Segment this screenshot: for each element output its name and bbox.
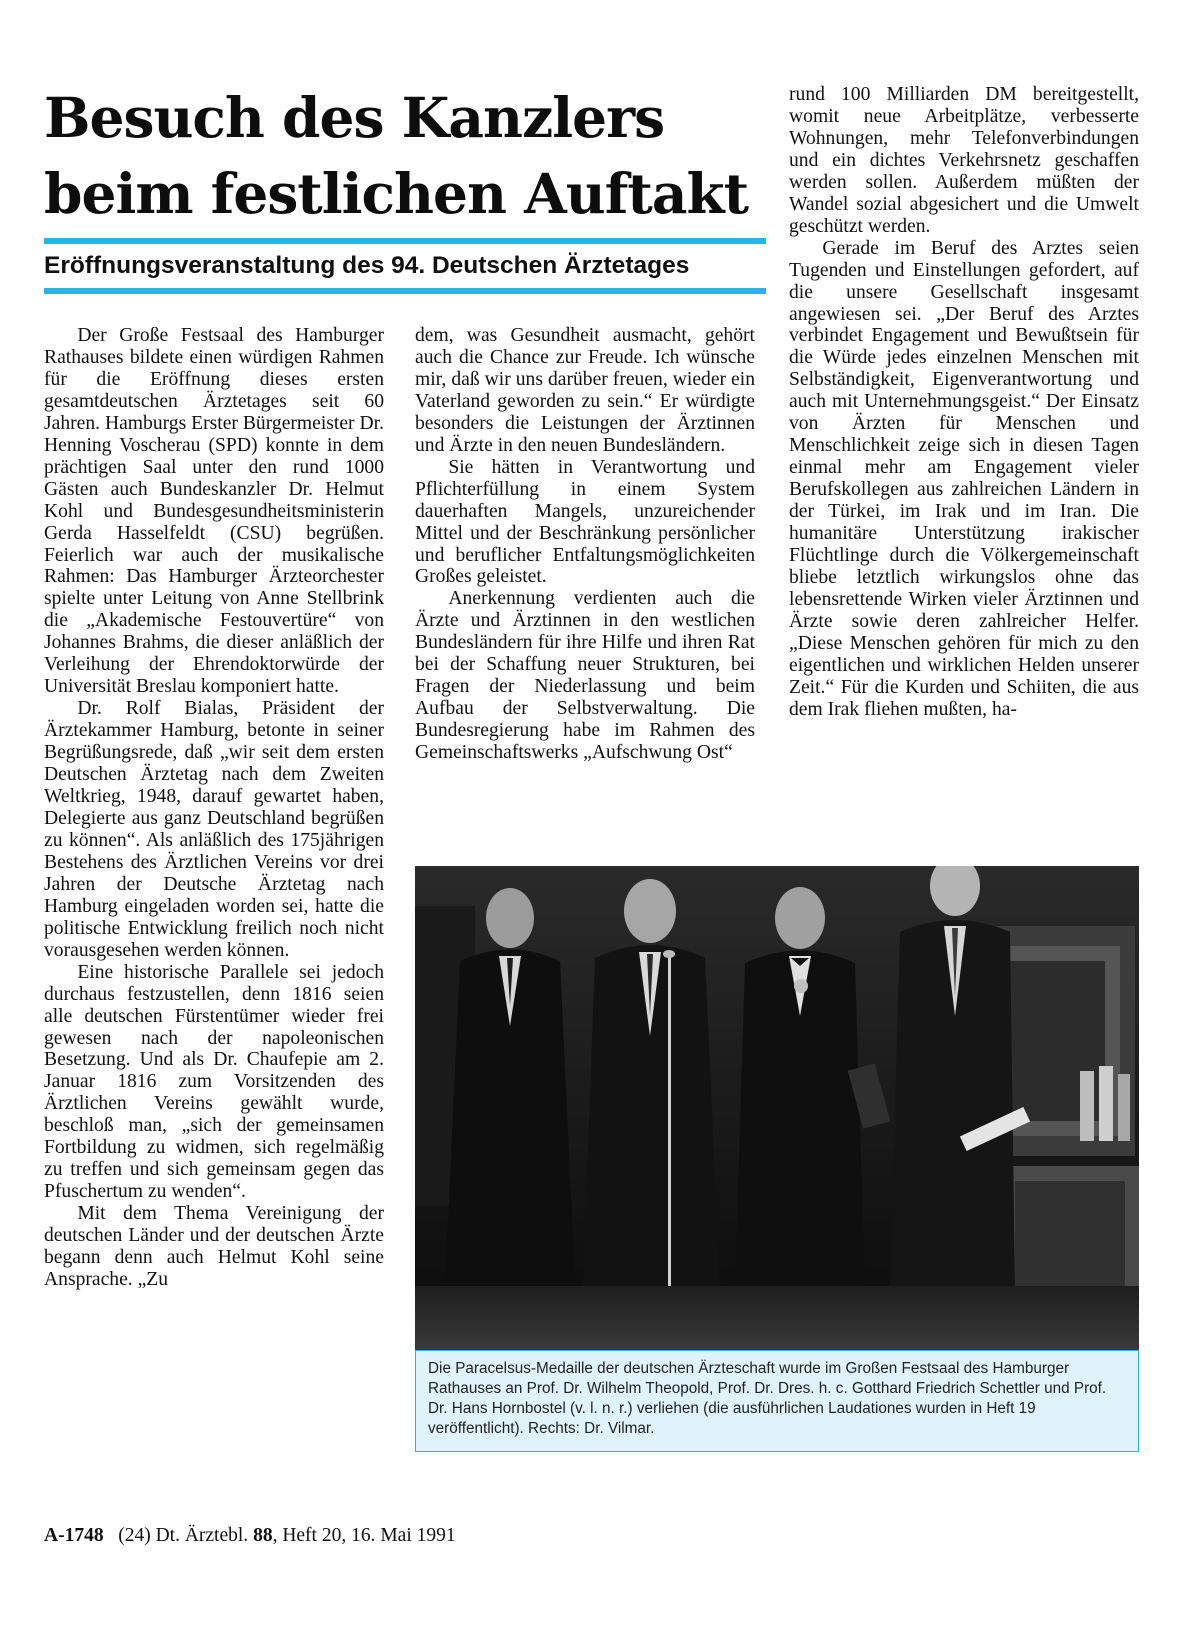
paragraph: Anerkennung verdienten auch die Ärzte und Ärztinnen in den westlichen Bundesländern für ihre Hilfe und ihren Rat bei der Schaffung neuer Strukturen, bei Fragen der Niederlassung und beim Aufbau der Selbstverwaltung. Die Bundesregierung habe im Rahmen des Gemeinschaftswerks „Aufschwung Ost“ bbox=[415, 588, 755, 764]
paragraph: Sie hätten in Verantwortung und Pflichterfüllung in einem System dauerhaften Mangels, unzureichender Mittel und der Beschränkung persönlicher und beruflicher Entfaltungsmöglichkeiten Großes geleistet. bbox=[415, 456, 755, 588]
journal-volume: 88 bbox=[253, 1525, 273, 1546]
text-column-3 bbox=[789, 84, 1139, 721]
headline-line-2: beim festlichen Auftakt bbox=[44, 161, 748, 226]
text-column-2 bbox=[415, 325, 755, 764]
paragraph: Mit dem Thema Vereinigung der deutschen Länder und der deutschen Ärzte begann denn auch Helmut Kohl seine Ansprache. „Zu bbox=[44, 1203, 384, 1290]
issue-date: , Heft 20, 16. Mai 1991 bbox=[272, 1525, 456, 1546]
headline-rule-top bbox=[44, 238, 766, 244]
headline-rule-bottom bbox=[44, 288, 766, 294]
headline-line-1: Besuch des Kanzlers bbox=[44, 85, 665, 150]
page-footer bbox=[44, 1525, 456, 1547]
page-code: A-1748 bbox=[44, 1525, 104, 1546]
paragraph: Gerade im Beruf des Arztes seien Tugenden und Einstellungen gefordert, auf die unsere Gesellschaft insgesamt angewiesen sei. „Der Beruf des Arztes verbindet Engagement und Bewußtsein für die Würde jedes einzelnen Menschen mit Selbständigkeit, Eigenverantwortung und auch mit Unternehmungsgeist.“ Der Einsatz von Ärzten für Menschen und Menschlichkeit zeige sich in diesen Tagen einmal mehr am Engagement vieler Berufskollegen aus zahlreichen Ländern in der Türkei, im Irak und im Iran. Die humanitäre Unterstützung irakischer Flüchtlinge durch die Völkergemeinschaft bliebe letztlich wirkungslos ohne das lebensrettende Wirken vieler Ärztinnen und Ärzte sowie deren zahlreicher Helfer. „Diese Menschen gehören für mich zu den eigentlichen und wirklichen Helden unserer Zeit.“ Für die Kurden und Schiiten, die aus dem Irak fliehen mußten, ha- bbox=[789, 237, 1139, 720]
award-photo bbox=[415, 866, 1139, 1350]
paragraph: Eine historische Parallele sei jedoch durchaus festzustellen, denn 1816 seien alle deutschen Fürstentümer wieder frei gewesen nach der napoleonischen Besetzung. Und als Dr. Chaufepie am 2. Januar 1816 zum Vorsitzenden des Ärztlichen Vereins gewählt wurde, beschloß man, „sich der gemeinsamen Fortbildung zu widmen, sich regelmäßig zu treffen und sich gemeinsam gegen das Pfuschertum zu wenden“. bbox=[44, 961, 384, 1203]
text-column-1 bbox=[44, 325, 384, 1291]
subtitle: Eröffnungsveranstaltung des 94. Deutschen Ärztetages bbox=[44, 252, 690, 279]
paragraph: rund 100 Milliarden DM bereitgestellt, womit neue Arbeitplätze, verbesserte Wohnungen, mehr Telefonverbindungen und ein dichtes Verkehrsnetz geschaffen werden sollen. Außerdem müßten der Wandel sozial abgesichert und die Umwelt geschützt werden. bbox=[789, 84, 1139, 237]
photo-caption: Die Paracelsus-Medaille der deutschen Ärzteschaft wurde im Großen Festsaal des Hamburger Rathauses an Prof. Dr. Wilhelm Theopold, Prof. Dr. Dres. h. c. Gotthard Friedrich Schettler und Prof. Dr. Hans Hornbostel (v. l. n. r.) verliehen (die ausführlichen Laudationes wurden in Heft 19 veröffentlicht). Rechts: Dr. Vilmar. bbox=[415, 1350, 1139, 1452]
award-photo-illustration bbox=[415, 866, 1139, 1350]
paragraph: Der Große Festsaal des Hamburger Rathauses bildete einen würdigen Rahmen für die Eröffnung dieses ersten gesamtdeutschen Ärztetages seit 60 Jahren. Hamburgs Erster Bürgermeister Dr. Henning Voscherau (SPD) konnte in dem prächtigen Saal unter den rund 1000 Gästen auch Bundeskanzler Dr. Helmut Kohl und Bundesgesundheitsministerin Gerda Hasselfeldt (CSU) begrüßen. Feierlich war auch der musikalische Rahmen: Das Hamburger Ärzteorchester spielte unter Leitung von Anne Stellbrink die „Akademische Festouvertüre“ von Johannes Brahms, die dieser anläßlich der Verleihung der Ehrendoktorwürde der Universität Breslau komponiert hatte. bbox=[44, 325, 384, 698]
page-number: (24) bbox=[118, 1525, 151, 1546]
paragraph: Dr. Rolf Bialas, Präsident der Ärztekammer Hamburg, betonte in seiner Begrüßungsrede, daß „wir seit dem ersten Deutschen Ärztetag nach dem Zweiten Weltkrieg, 1948, darauf gewartet haben, Delegierte aus ganz Deutschland begrüßen zu können“. Als anläßlich des 175jährigen Bestehens des Ärztlichen Vereins vor drei Jahren der Deutsche Ärztetag nach Hamburg eingeladen worden sei, hatte die politische Entwicklung freilich noch nicht vorausgesehen werden können. bbox=[44, 698, 384, 961]
headline bbox=[44, 80, 764, 232]
paragraph: dem, was Gesundheit ausmacht, gehört auch die Chance zur Freude. Ich wünsche mir, daß wir uns darüber freuen, wieder ein Vaterland geworden zu sein.“ Er würdigte besonders die Leistungen der Ärztinnen und Ärzte in den neuen Bundesländern. bbox=[415, 325, 755, 456]
journal-name: Dt. Ärztebl. bbox=[155, 1525, 249, 1546]
